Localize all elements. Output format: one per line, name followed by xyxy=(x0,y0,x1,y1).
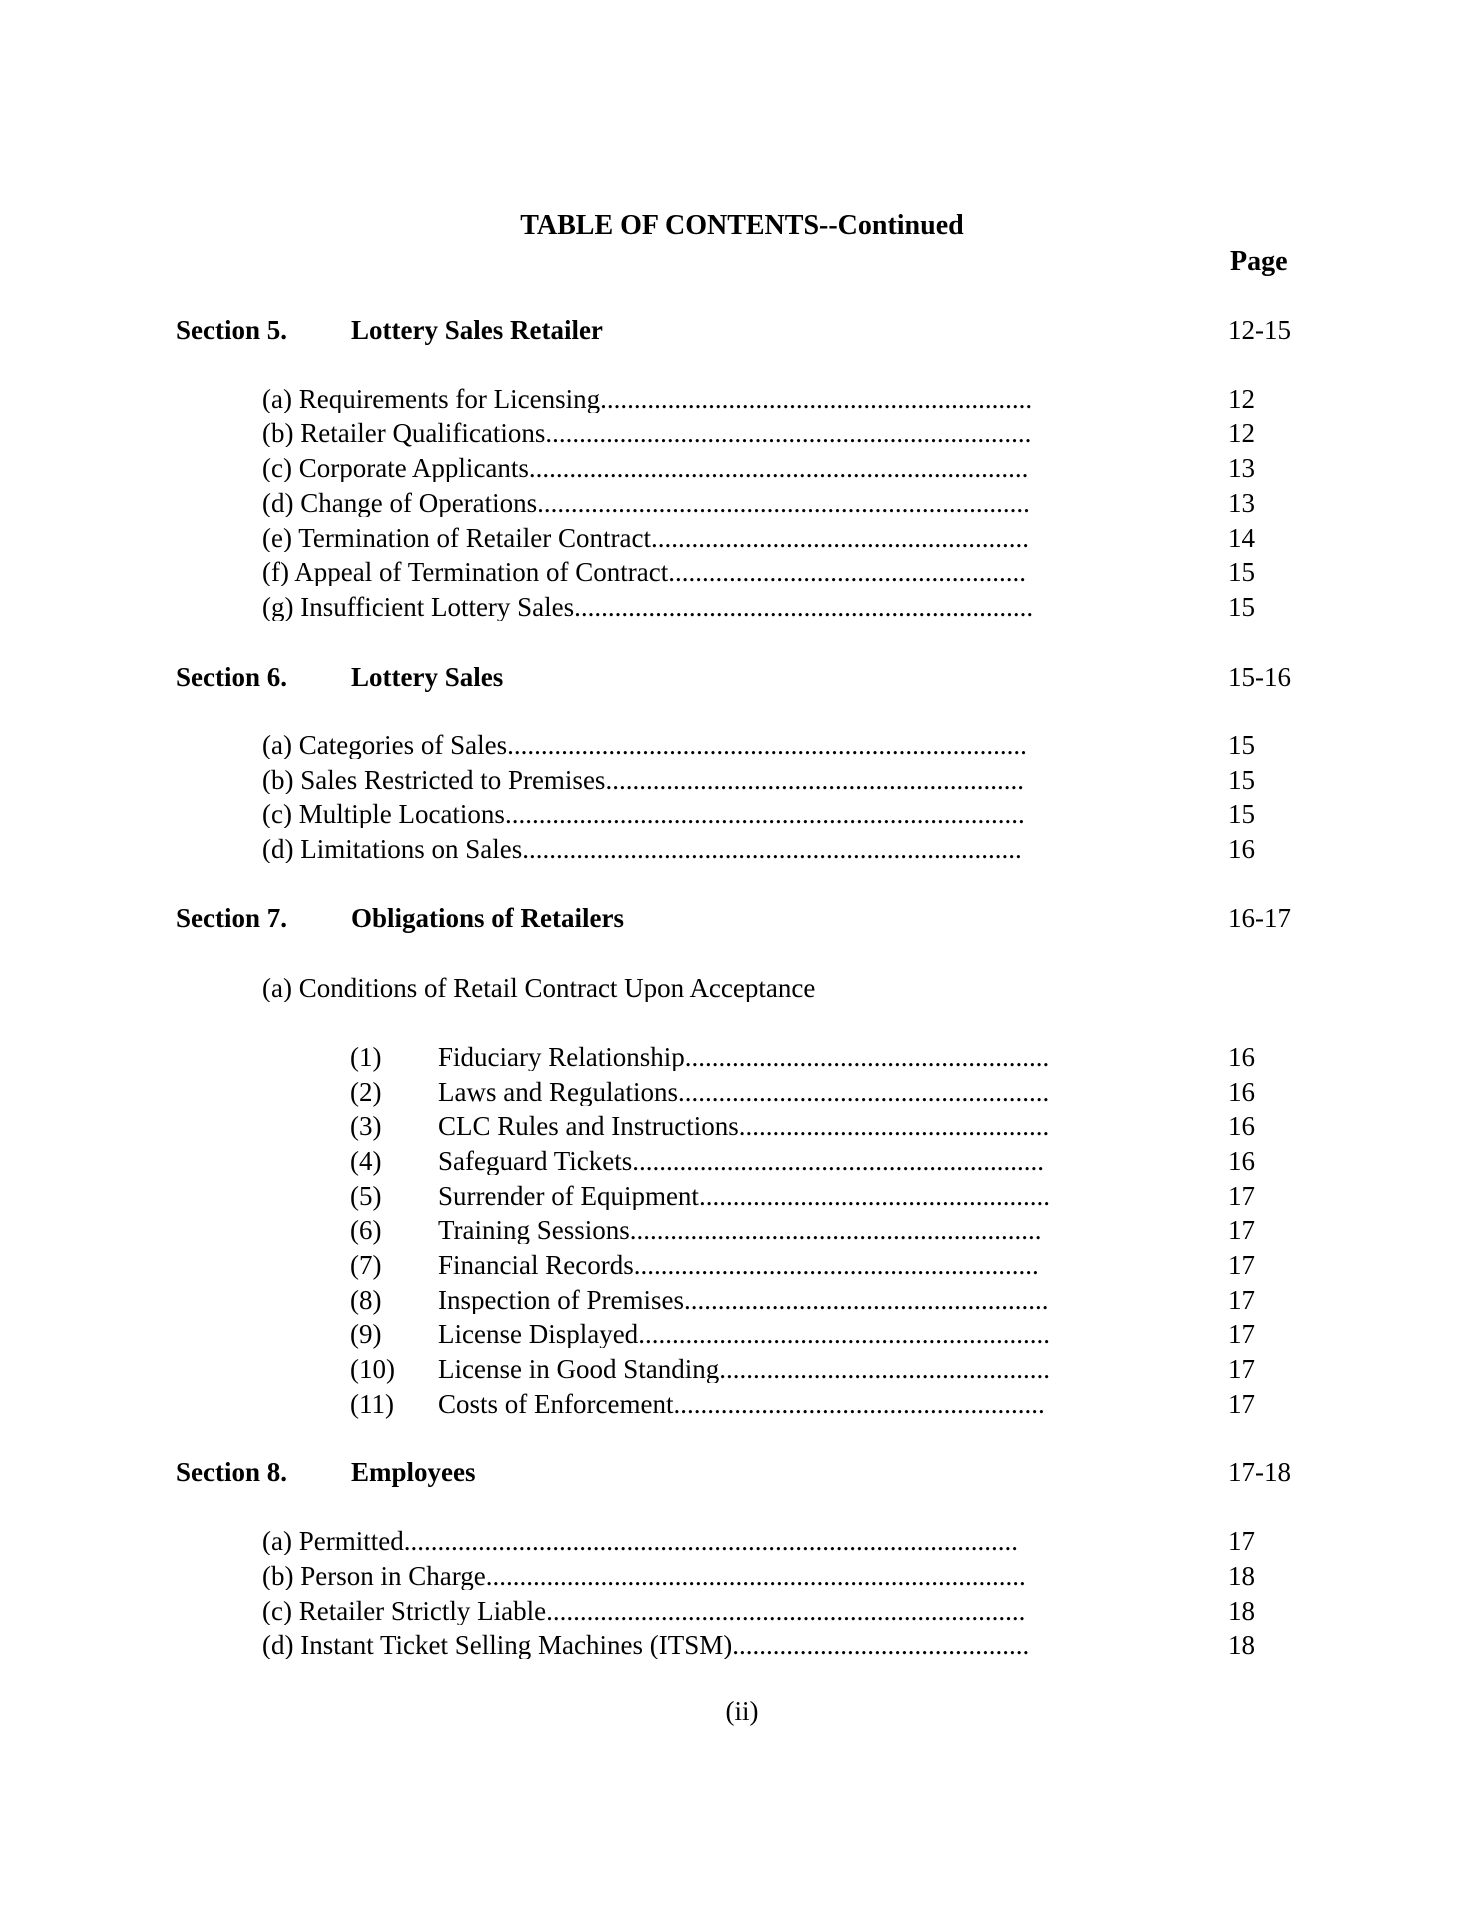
section-6-label: Section 6. xyxy=(176,662,287,692)
toc-entry: (c) Multiple Locations............................................................................. xyxy=(262,801,1025,828)
section-6-title: Lottery Sales xyxy=(351,662,504,692)
toc-entry-page: 16 xyxy=(1228,1077,1255,1107)
toc-subentry: License Displayed............................................................. xyxy=(438,1321,1050,1348)
toc-entry-page: 17 xyxy=(1228,1250,1255,1280)
toc-entry-page: 17 xyxy=(1228,1181,1255,1211)
section-7-label: Section 7. xyxy=(176,903,287,933)
toc-entry: (f) Appeal of Termination of Contract..................................................... xyxy=(262,559,1026,586)
toc-subentry-number: (2) xyxy=(350,1077,382,1107)
section-8-label: Section 8. xyxy=(176,1457,287,1487)
toc-entry-page: 18 xyxy=(1228,1596,1255,1626)
page-title: TABLE OF CONTENTS--Continued xyxy=(520,210,964,241)
section-5-label: Section 5. xyxy=(176,315,287,345)
toc-entry: (d) Instant Ticket Selling Machines (ITSM)............................................ xyxy=(262,1632,1030,1659)
toc-entry-page: 16 xyxy=(1228,1146,1255,1176)
toc-subentry: Fiduciary Relationship...................................................... xyxy=(438,1044,1050,1071)
section-8-title: Employees xyxy=(351,1457,476,1487)
toc-entry-page: 17 xyxy=(1228,1319,1255,1349)
toc-entry: (b) Retailer Qualifications........................................................................ xyxy=(262,420,1032,447)
toc-entry-page: 17 xyxy=(1228,1354,1255,1384)
section-5-title: Lottery Sales Retailer xyxy=(351,315,603,345)
toc-subentry-number: (8) xyxy=(350,1285,382,1315)
toc-subentry: Training Sessions............................................................. xyxy=(438,1217,1042,1244)
toc-subentry-number: (11) xyxy=(350,1389,394,1419)
toc-entry: (b) Sales Restricted to Premises.............................................................. xyxy=(262,767,1024,794)
toc-subentry-number: (4) xyxy=(350,1146,382,1176)
toc-subentry-number: (6) xyxy=(350,1215,382,1245)
page-number-footer: (ii) xyxy=(725,1696,759,1726)
toc-subentry: Costs of Enforcement....................................................... xyxy=(438,1391,1045,1418)
toc-entry-page: 12 xyxy=(1228,418,1255,448)
toc-entry-page: 15 xyxy=(1228,730,1255,760)
toc-entry: (d) Change of Operations......................................................................... xyxy=(262,490,1030,517)
toc-entry-page: 14 xyxy=(1228,523,1255,553)
toc-subentry: Surrender of Equipment.................................................... xyxy=(438,1183,1050,1210)
section-7-title: Obligations of Retailers xyxy=(351,903,624,933)
toc-entry: (e) Termination of Retailer Contract........................................................ xyxy=(262,525,1029,552)
toc-entry: (g) Insufficient Lottery Sales.................................................................... xyxy=(262,594,1034,621)
toc-entry-page: 15 xyxy=(1228,557,1255,587)
toc-entry: (b) Person in Charge................................................................................ xyxy=(262,1563,1026,1590)
section-8-pages: 17-18 xyxy=(1228,1457,1291,1487)
toc-subentry-number: (10) xyxy=(350,1354,395,1384)
toc-entry-page: 12 xyxy=(1228,384,1255,414)
toc-subentry-number: (1) xyxy=(350,1042,382,1072)
section-6-pages: 15-16 xyxy=(1228,662,1291,692)
toc-subentry: Inspection of Premises...................................................... xyxy=(438,1287,1049,1314)
toc-entry: (c) Retailer Strictly Liable....................................................................... xyxy=(262,1598,1026,1625)
toc-subentry: CLC Rules and Instructions.............................................. xyxy=(438,1113,1050,1140)
section-5-pages: 12-15 xyxy=(1228,315,1291,345)
toc-entry: (a) Requirements for Licensing................................................................ xyxy=(262,386,1033,413)
toc-subentry: Safeguard Tickets............................................................. xyxy=(438,1148,1044,1175)
toc-subentry-number: (3) xyxy=(350,1111,382,1141)
toc-subentry-number: (5) xyxy=(350,1181,382,1211)
toc-entry-page: 18 xyxy=(1228,1630,1255,1660)
toc-entry: (a) Categories of Sales............................................................................. xyxy=(262,732,1027,759)
toc-entry: (c) Corporate Applicants.......................................................................... xyxy=(262,455,1029,482)
toc-entry-page: 17 xyxy=(1228,1526,1255,1556)
page-column-header: Page xyxy=(1230,246,1288,277)
toc-entry-page: 15 xyxy=(1228,592,1255,622)
toc-entry-page: 16 xyxy=(1228,1042,1255,1072)
toc-subentry: License in Good Standing................................................. xyxy=(438,1356,1050,1383)
toc-entry-page: 15 xyxy=(1228,765,1255,795)
toc-entry-page: 18 xyxy=(1228,1561,1255,1591)
toc-entry: (a) Permitted........................................................................................... xyxy=(262,1528,1018,1555)
toc-entry-page: 15 xyxy=(1228,799,1255,829)
toc-entry-page: 17 xyxy=(1228,1215,1255,1245)
toc-entry-page: 13 xyxy=(1228,453,1255,483)
toc-subentry-number: (7) xyxy=(350,1250,382,1280)
toc-subentry-number: (9) xyxy=(350,1319,382,1349)
toc-entry-page: 17 xyxy=(1228,1285,1255,1315)
toc-subentry: Financial Records............................................................ xyxy=(438,1252,1039,1279)
toc-entry: (d) Limitations on Sales.......................................................................... xyxy=(262,836,1022,863)
toc-subentry: Laws and Regulations....................................................... xyxy=(438,1079,1050,1106)
toc-entry-page: 17 xyxy=(1228,1389,1255,1419)
toc-subheading: (a) Conditions of Retail Contract Upon Acceptance xyxy=(262,975,816,1002)
toc-entry-page: 16 xyxy=(1228,834,1255,864)
toc-entry-page: 13 xyxy=(1228,488,1255,518)
toc-entry-page: 16 xyxy=(1228,1111,1255,1141)
section-7-pages: 16-17 xyxy=(1228,903,1291,933)
